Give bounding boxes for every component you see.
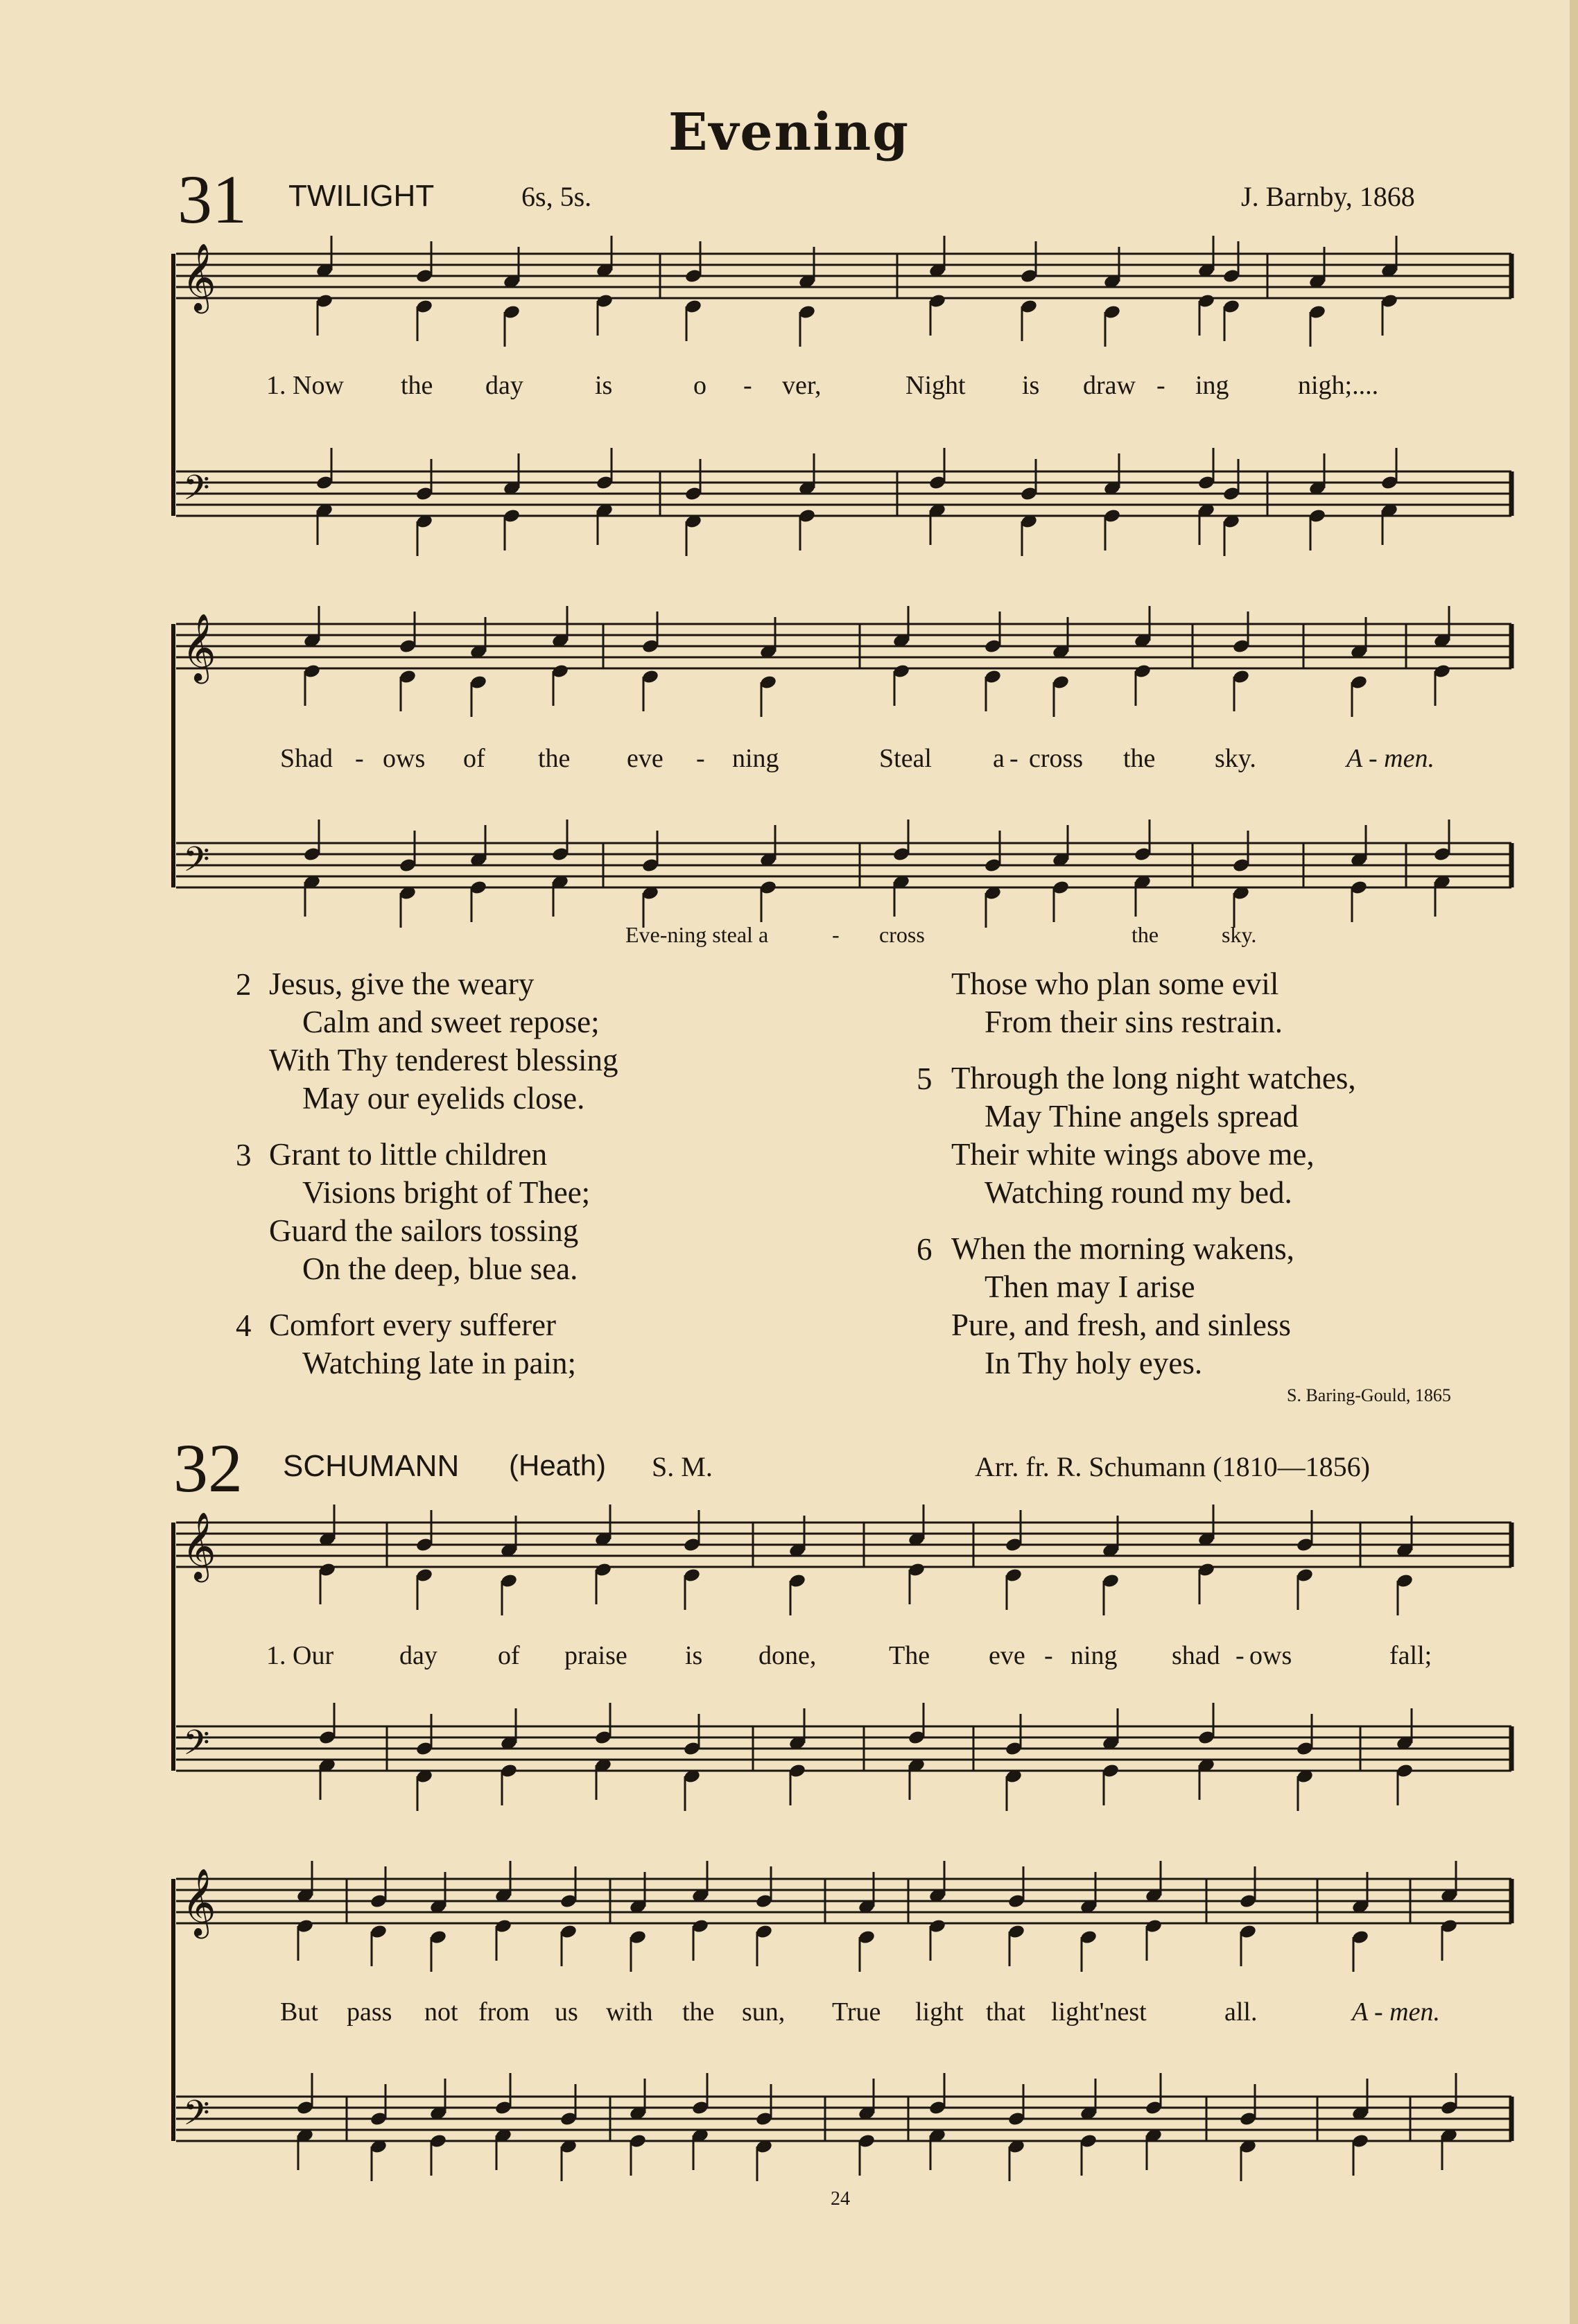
h32-s1-bass-clef-icon: 𝄢: [183, 1723, 210, 1771]
tune-name-schumann: SCHUMANN: [283, 1449, 460, 1483]
lyric: -: [1044, 1641, 1053, 1670]
h31-s2-bass-clef-icon: 𝄢: [183, 840, 210, 888]
lyric: ver,: [782, 371, 822, 400]
lyric: ning: [732, 744, 779, 773]
verse-number: 5: [917, 1061, 933, 1096]
section-title: Evening: [668, 103, 910, 162]
lyric: But: [280, 1997, 318, 2027]
lyric: the: [1123, 744, 1156, 773]
verse-line: On the deep, blue sea.: [302, 1251, 578, 1286]
composer-32: Arr. fr. R. Schumann (1810—1856): [975, 1451, 1370, 1482]
lyric: of: [498, 1641, 520, 1670]
lyric: sky.: [1222, 922, 1257, 947]
verse-line: Comfort every sufferer: [269, 1308, 557, 1342]
lyric: Night: [905, 371, 966, 400]
lyric: True: [832, 1997, 881, 2027]
verse-line: Jesus, give the weary: [269, 966, 535, 1001]
lyric: ing: [1195, 371, 1229, 400]
lyric: with: [606, 1997, 653, 2027]
lyric: from: [478, 1997, 530, 2027]
meter-32: S. M.: [652, 1451, 713, 1482]
lyric: 1. Now: [266, 371, 344, 400]
verse-line: When the morning wakens,: [951, 1231, 1294, 1266]
lyric: The: [889, 1641, 930, 1670]
lyric: draw: [1083, 371, 1136, 400]
lyric: light'nest: [1051, 1997, 1147, 2027]
verse-line: Watching late in pain;: [302, 1346, 577, 1380]
lyric: o: [693, 371, 706, 400]
hymn-number-31: 31: [177, 161, 247, 238]
lyric: -: [1235, 1641, 1245, 1670]
lyric: not: [424, 1997, 458, 2027]
verse-number: 6: [917, 1232, 933, 1267]
verse-line: Calm and sweet repose;: [302, 1005, 600, 1039]
verse-line: May Thine angels spread: [985, 1099, 1299, 1134]
verse-line: Pure, and fresh, and sinless: [951, 1308, 1291, 1342]
verse-number: 4: [236, 1308, 252, 1343]
h32-s1-treble-clef-icon: 𝄞: [182, 1511, 216, 1579]
lyric: Shad: [280, 744, 333, 773]
verse-line: Grant to little children: [269, 1137, 548, 1172]
lyric: -: [696, 744, 705, 773]
lyric: us: [555, 1997, 578, 2027]
lyric: cross: [1029, 744, 1084, 773]
verse-line: In Thy holy eyes.: [985, 1346, 1203, 1380]
h32-s2-bass-clef-icon: 𝄢: [183, 2093, 210, 2142]
lyric: Eve-ning steal a: [625, 922, 769, 947]
h32-s2-treble-clef-icon: 𝄞: [182, 1868, 216, 1936]
verse-line: Visions bright of Thee;: [302, 1175, 591, 1210]
lyric: -: [832, 922, 840, 947]
verse-line: Then may I arise: [985, 1269, 1195, 1304]
lyric: fall;: [1389, 1641, 1432, 1670]
lyric: Steal: [879, 744, 932, 773]
h31-s2-treble-clef-icon: 𝄞: [182, 613, 216, 681]
h31-s1-bass-clef-icon: 𝄢: [183, 468, 210, 517]
lyric: ning: [1070, 1641, 1118, 1670]
composer-31: J. Barnby, 1868: [1241, 181, 1415, 212]
lyric: eve: [989, 1641, 1025, 1670]
lyric: -: [1009, 744, 1018, 773]
lyric: the: [1132, 922, 1159, 947]
tune-name-paren: (Heath): [509, 1449, 607, 1482]
verse-line: Guard the sailors tossing: [269, 1213, 579, 1248]
lyric: a: [993, 744, 1005, 773]
lyric: -: [355, 744, 364, 773]
page-number: 24: [831, 2188, 850, 2210]
verse-line: Their white wings above me,: [951, 1137, 1315, 1172]
verse-line: May our eyelids close.: [302, 1081, 585, 1116]
lyric: the: [401, 371, 433, 400]
lyric: is: [1022, 371, 1040, 400]
verse-line: Those who plan some evil: [951, 966, 1279, 1001]
verse-number: 2: [236, 967, 252, 1002]
lyric: is: [595, 371, 613, 400]
verse-line: From their sins restrain.: [985, 1005, 1283, 1039]
lyric: ows: [1249, 1641, 1292, 1670]
lyric: the: [538, 744, 571, 773]
lyric: pass: [347, 1997, 392, 2027]
lyric: cross: [879, 922, 925, 947]
lyric: shad: [1172, 1641, 1220, 1670]
lyric: eve: [627, 744, 664, 773]
lyric: sun,: [742, 1997, 786, 2027]
lyric: is: [685, 1641, 703, 1670]
meter-31: 6s, 5s.: [521, 181, 592, 212]
lyric: 1. Our: [266, 1641, 334, 1670]
lyric: sky.: [1215, 744, 1256, 773]
lyric: -: [1156, 371, 1165, 400]
lyric: of: [463, 744, 485, 773]
verse-line: With Thy tenderest blessing: [269, 1043, 618, 1077]
verse-number: 3: [236, 1138, 252, 1172]
lyric: light: [915, 1997, 964, 2027]
lyric: ows: [383, 744, 426, 773]
lyric: nigh;....: [1298, 371, 1379, 400]
lyric: done,: [758, 1641, 817, 1670]
amen-32: A - men.: [1352, 1997, 1440, 2027]
h31-s1-treble-clef-icon: 𝄞: [182, 243, 216, 311]
lyric: praise: [564, 1641, 627, 1670]
lyric: all.: [1224, 1997, 1258, 2027]
hymn-number-32: 32: [173, 1430, 243, 1507]
verse-line: Watching round my bed.: [985, 1175, 1292, 1210]
lyric: day: [399, 1641, 437, 1670]
author-31: S. Baring-Gould, 1865: [1287, 1385, 1451, 1405]
lyric: -: [743, 371, 752, 400]
amen-31: A - men.: [1346, 744, 1434, 773]
lyric: day: [485, 371, 523, 400]
tune-name-twilight: TWILIGHT: [288, 179, 435, 213]
verse-line: Through the long night watches,: [951, 1061, 1356, 1095]
lyric: that: [986, 1997, 1025, 2027]
lyric: the: [682, 1997, 715, 2027]
